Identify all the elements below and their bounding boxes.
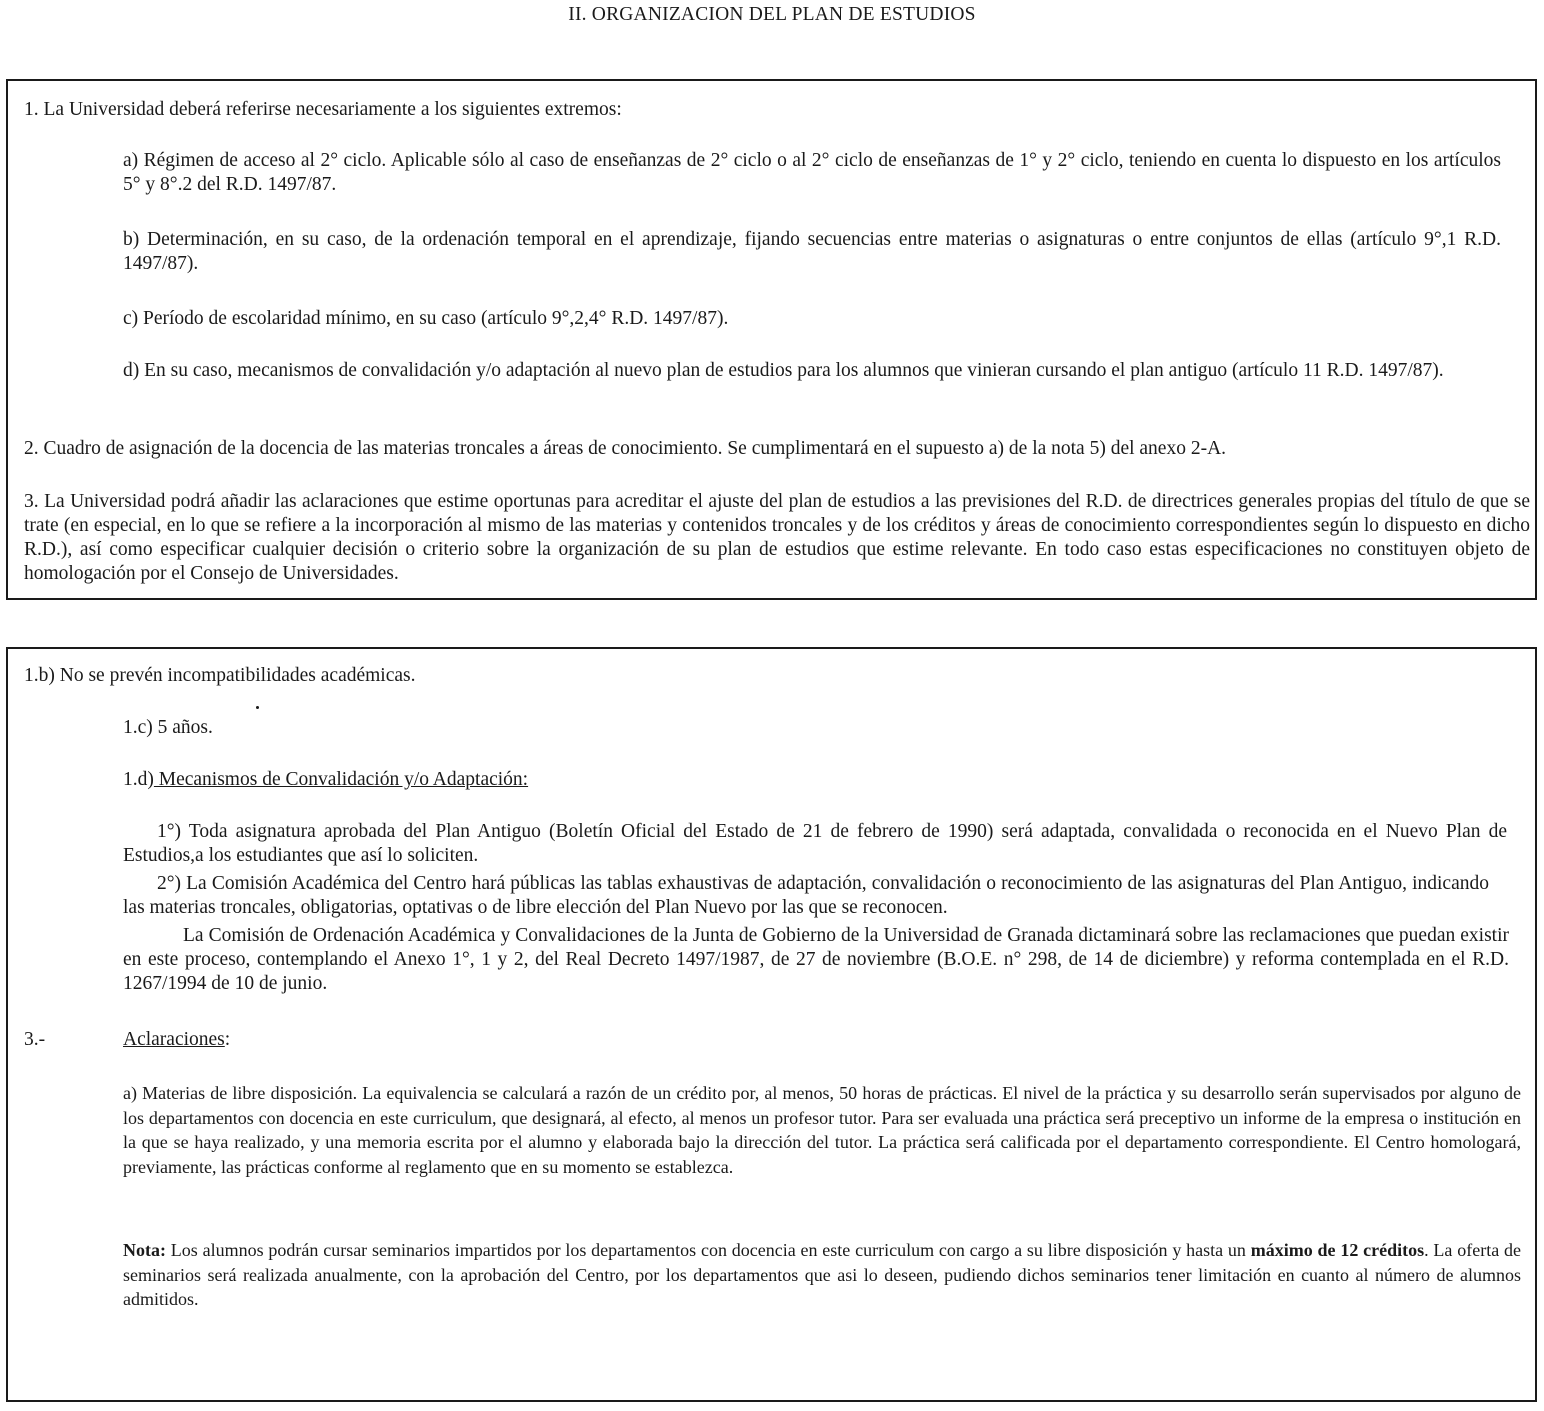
instruction-item-2: 2. Cuadro de asignación de la docencia de las materias troncales a áreas de conocimiento. Se cumplimentará en el supuesto a) de la nota 5) del anexo 2-A.	[24, 438, 1227, 459]
adaptation-rule-2: 2°) La Comisión Académica del Centro hará públicas las tablas exhaustivas de adaptación, convalidación o reconocimiento de las asignaturas del Plan Antiguo, indicando las materias troncales, obligatorias, optativas o de libre elección del Plan Nuevo por las que se reconocen.	[123, 873, 1489, 918]
nota-text-1: Los alumnos podrán cursar seminarios impartidos por los departamentos con docencia en este curriculum con cargo a su libre disposición y hasta un	[166, 1240, 1251, 1260]
answer-1d-heading	[123, 768, 1423, 792]
clarification-a: a) Materias de libre disposición. La equivalencia se calculará a razón de un crédito por, al menos, 50 horas de prácticas. El nivel de la práctica y su desarrollo serán supervisados por alguno de los departamentos con docencia en este curriculum, que designará, al efecto, al menos un profesor tutor. Para ser evaluada una práctica será preceptivo un informe de la empresa o institución en la que se haya realizado, y una memoria escrita por el alumno y elaborada bajo la dirección del tutor. La práctica será calificada por el departamento correspondiente. El Centro homologará, previamente, las prácticas conforme al reglamento que en su momento se establezca.	[123, 1083, 1521, 1177]
adaptation-rule-3: La Comisión de Ordenación Académica y Convalidaciones de la Junta de Gobierno de la Universidad de Granada dictaminará sobre las reclamaciones que puedan existir en este proceso, contemplando el Anexo 1°, 1 y 2, del Real Decreto 1497/1987, de 27 de noviembre (B.O.E. n° 298, de 14 de diciembre) y reforma contemplada en el R.D. 1267/1994 de 10 de junio.	[123, 925, 1509, 994]
section-3-number: 3.-	[24, 1029, 46, 1050]
instruction-item-3: 3. La Universidad podrá añadir las aclaraciones que estime oportunas para acreditar el ajuste del plan de estudios a las previsiones del R.D. de directrices generales propias del título de que se trate (en especial, en lo que se refiere a la incorporación al mismo de las materias y contenidos troncales y de los créditos y áreas de conocimiento correspondientes según lo dispuesto en dicho R.D.), así como especificar cualquier decisión o criterio sobre la organización de su plan de estudios que estime relevante. En todo caso estas especificaciones no constituyen objeto de homologación por el Consejo de Universidades.	[24, 491, 1530, 584]
section-3-heading	[123, 1028, 523, 1052]
answer-1c: 1.c) 5 años.	[123, 717, 213, 738]
instruction-item-1c: c) Período de escolaridad mínimo, en su caso (artículo 9°,2,4° R.D. 1497/87).	[123, 308, 729, 329]
page-title: II. ORGANIZACION DEL PLAN DE ESTUDIOS	[568, 4, 976, 25]
answer-1d-prefix: 1.d)	[123, 769, 154, 790]
speck-mark	[256, 706, 259, 709]
section-3-colon: :	[224, 1029, 231, 1050]
instruction-item-1a: a) Régimen de acceso al 2° ciclo. Aplicable sólo al caso de enseñanzas de 2° ciclo o al 2° ciclo de enseñanzas de 1° y 2° ciclo, teniendo en cuenta lo dispuesto en los artículos 5° y 8°.2 del R.D. 1497/87.	[123, 150, 1501, 195]
instruction-item-1: 1. La Universidad deberá referirse necesariamente a los siguientes extremos:	[24, 99, 622, 120]
answer-1b: 1.b) No se prevén incompatibilidades académicas.	[24, 665, 416, 686]
nota-text-2: . La oferta de seminarios será realizada anualmente, con la aprobación del Centro, por los departamentos que asi lo deseen, pudiendo dichos seminarios tener limitación en cuanto al número de alumnos admitidos.	[123, 1240, 1521, 1309]
instruction-item-1d: d) En su caso, mecanismos de convalidación y/o adaptación al nuevo plan de estudios para los alumnos que vinieran cursando el plan antiguo (artículo 11 R.D. 1497/87).	[123, 360, 1444, 381]
instruction-item-1b: b) Determinación, en su caso, de la ordenación temporal en el aprendizaje, fijando secuencias entre materias o asignaturas o entre conjuntos de ellas (artículo 9°,1 R.D. 1497/87).	[123, 229, 1501, 274]
adaptation-rule-1: 1°) Toda asignatura aprobada del Plan Antiguo (Boletín Oficial del Estado de 21 de febrero de 1990) será adaptada, convalidada o reconocida en el Nuevo Plan de Estudios,a los estudiantes que así lo soliciten.	[123, 821, 1507, 866]
answer-1d-title: Mecanismos de Convalidación y/o Adaptación:	[153, 769, 529, 790]
section-3-title: Aclaraciones	[123, 1029, 225, 1050]
nota-label: Nota:	[123, 1240, 166, 1260]
nota-bold: máximo de 12 créditos	[1250, 1240, 1425, 1260]
nota-paragraph	[123, 1238, 1521, 1312]
